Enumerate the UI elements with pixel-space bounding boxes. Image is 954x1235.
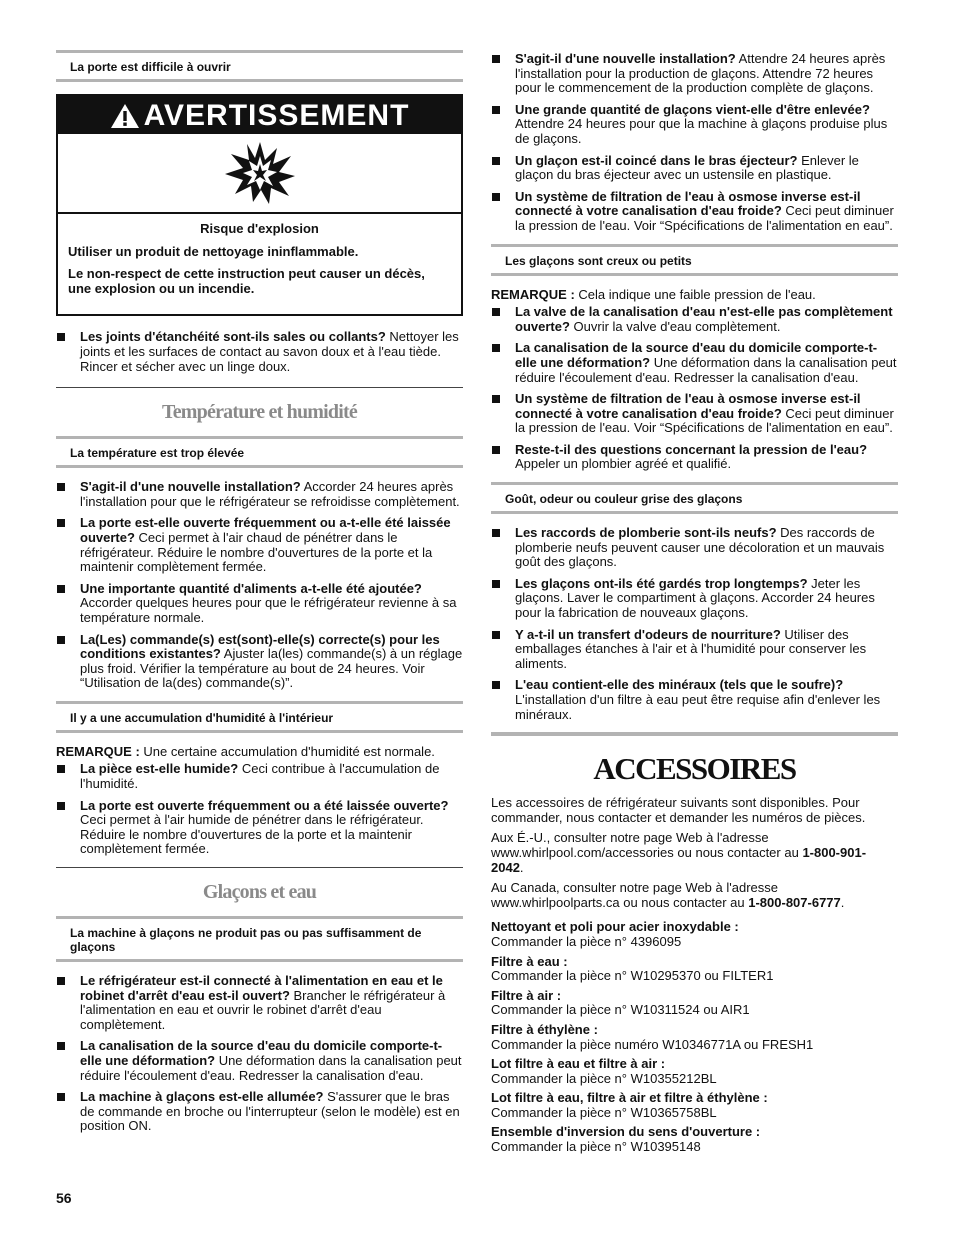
item-question: Les raccords de plomberie sont-ils neufs?: [515, 525, 777, 541]
subsection-header-taste-odor: Goût, odeur ou couleur grise des glaçons: [491, 482, 898, 514]
accessories-ca-contact: [491, 881, 898, 910]
item-answer: Ceci contribue à l'accumulation de l'humidité.: [80, 761, 440, 792]
humidity-note: [56, 745, 463, 760]
item-answer: S'assurer que le bras de commande en broche ou l'interrupteur (selon le modèle) est en position ON.: [80, 1089, 460, 1134]
ice-maker-list: [56, 974, 463, 1134]
door-list: [56, 330, 463, 374]
accessories-list: [491, 920, 898, 1154]
accessory-label: Nettoyant et poli pour acier inoxydable :: [491, 919, 739, 935]
section-title-ice-water: Glaçons et eau: [202, 881, 317, 904]
warning-line-1: Utiliser un produit de nettoyage ininflammable.: [68, 243, 359, 259]
item-question: Les glaçons ont-ils été gardés trop longtemps?: [515, 575, 808, 591]
item-answer: Appeler un plombier agréé et qualifié.: [515, 456, 732, 472]
taste-odor-list: [491, 526, 898, 722]
bullet-square-icon: [492, 681, 500, 689]
note-label: REMARQUE :: [56, 743, 140, 759]
item-question: Une grande quantité de glaçons vient-elle d'être enlevée?: [515, 101, 870, 117]
list-item: [491, 577, 898, 621]
accessory-item: [491, 1091, 898, 1120]
explosion-icon: [225, 142, 295, 204]
list-item: [491, 190, 898, 234]
item-question: La canalisation de la source d'eau du domicile comporte-t-elle une déformation?: [80, 1038, 443, 1068]
item-question: La porte est-elle ouverte fréquemment ou a-t-elle été laissée ouverte?: [80, 515, 451, 545]
warning-line-2: Le non-respect de cette instruction peut causer un décès, une explosion ou un incendie.: [68, 266, 425, 296]
item-answer: Ouvrir la valve d'eau complètement.: [569, 318, 781, 334]
accessory-part: Commander la pièce n° 4396095: [491, 933, 682, 949]
us-contact-text: Aux É.-U., consulter notre page Web à l'adresse www.whirlpool.com/accessories ou nous contacter au: [491, 830, 803, 860]
item-answer: Attendre 24 heures après l'installation pour la production de glaçons. Attendre 72 heures pour le commencement de la production complète de glaçons.: [515, 51, 886, 96]
right-column: [491, 52, 898, 1160]
accessory-item: [491, 989, 898, 1018]
item-question: La machine à glaçons est-elle allumée?: [80, 1089, 324, 1105]
list-item: [56, 762, 463, 791]
bullet-square-icon: [57, 585, 65, 593]
item-answer: Brancher le réfrigérateur à l'alimentation en eau et ouvrir le robinet d'arrêt d'eau complètement.: [80, 987, 446, 1032]
warning-box: [56, 94, 463, 316]
item-answer: Ceci peut diminuer la pression de l'eau. Voir “Spécifications de l'alimentation en eau”.: [515, 203, 894, 233]
bullet-square-icon: [492, 308, 500, 316]
accessory-label: Filtre à eau :: [491, 953, 568, 969]
accessory-label: Ensemble d'inversion du sens d'ouverture :: [491, 1124, 761, 1140]
accessory-part: Commander la pièce numéro W10346771A ou FRESH1: [491, 1036, 814, 1052]
warning-body: [58, 214, 461, 314]
accessory-part: Commander la pièce n° W10311524 ou AIR1: [491, 1002, 750, 1018]
list-item: [491, 526, 898, 570]
item-question: La canalisation de la source d'eau du domicile comporte-t-elle une déformation?: [515, 340, 878, 370]
bullet-square-icon: [57, 1042, 65, 1050]
list-item: [56, 974, 463, 1032]
bullet-square-icon: [57, 483, 65, 491]
accessory-part: Commander la pièce n° W10365758BL: [491, 1104, 717, 1120]
list-item: [56, 582, 463, 626]
subsection-header-ice-maker: La machine à glaçons ne produit pas ou pas suffisamment de glaçons: [56, 916, 463, 962]
item-answer: Ajuster la(les) commande(s) à un réglage plus froid. Vérifier la température au bout de 24 heures. Voir “Utilisation de la(des) commande(s)”.: [80, 646, 463, 691]
warning-title: AVERTISSEMENT: [143, 99, 410, 132]
list-item: [491, 392, 898, 436]
item-answer: Ceci permet à l'air humide de pénétrer dans le réfrigérateur. Réduire le nombre d'ouvertures de la porte et la maintenir complètement fermée.: [80, 812, 424, 857]
ca-phone: 1-800-807-6777: [748, 894, 841, 910]
item-question: La valve de la canalisation d'eau n'est-elle pas complètement ouverte?: [515, 304, 893, 334]
ca-contact-end: .: [840, 894, 845, 910]
list-item: [56, 1039, 463, 1083]
subsection-header-humidity: Il y a une accumulation d'humidité à l'intérieur: [56, 701, 463, 733]
item-question: Un système de filtration de l'eau à osmose inverse est-il connecté à votre canalisation d'eau froide?: [515, 391, 861, 421]
item-question: S'agit-il d'une nouvelle installation?: [515, 51, 736, 66]
humidity-list: [56, 762, 463, 857]
item-answer: L'installation d'un filtre à eau peut être requise afin d'enlever les minéraux.: [515, 692, 881, 722]
item-question: La(Les) commande(s) est(sont)-elle(s) correcte(s) pour les conditions existantes?: [80, 631, 440, 662]
item-answer: Enlever le glaçon du bras éjecteur avec un ustensile en plastique.: [515, 152, 859, 183]
list-item: [491, 52, 898, 96]
bullet-square-icon: [492, 529, 500, 537]
item-answer: Une déformation dans la canalisation peut réduire l'écoulement d'eau. Redresser la canalisation d'eau.: [515, 354, 897, 385]
accessory-part: Commander la pièce n° W10295370 ou FILTER1: [491, 968, 774, 984]
list-item: [56, 799, 463, 857]
item-question: Un système de filtration de l'eau à osmose inverse est-il connecté à votre canalisation d'eau froide?: [515, 188, 861, 219]
warning-triangle-icon: [110, 103, 140, 129]
accessory-item: [491, 955, 898, 984]
item-question: Le réfrigérateur est-il connecté à l'alimentation en eau et le robinet d'arrêt d'eau est-il ouvert?: [80, 973, 443, 1003]
bullet-square-icon: [57, 765, 65, 773]
bullet-square-icon: [57, 333, 65, 341]
section-title-temperature: Température et humidité: [162, 401, 357, 424]
list-item: [491, 628, 898, 672]
list-item: [491, 103, 898, 147]
list-item: [491, 305, 898, 334]
page-number: 56: [56, 1190, 72, 1206]
left-column: [56, 50, 463, 1141]
item-question: S'agit-il d'une nouvelle installation?: [80, 479, 301, 495]
item-question: Y a-t-il un transfert d'odeurs de nourriture?: [515, 626, 781, 642]
us-contact-end: .: [519, 859, 524, 875]
bullet-square-icon: [492, 631, 500, 639]
accessory-label: Filtre à air :: [491, 987, 562, 1003]
item-answer: Une déformation dans la canalisation peut réduire l'écoulement d'eau. Redresser la canalisation d'eau.: [80, 1053, 462, 1083]
bullet-square-icon: [492, 344, 500, 352]
item-answer: Utiliser des emballages étanches à l'air et à l'humidité pour conserver les aliments.: [515, 626, 867, 671]
warning-icon-area: [58, 134, 461, 214]
warning-header: [58, 96, 461, 134]
item-answer: Accorder quelques heures pour que le réfrigérateur revienne à sa température normale.: [80, 595, 457, 625]
accessory-label: Lot filtre à eau, filtre à air et filtre à éthylène :: [491, 1090, 768, 1106]
section-divider: [56, 387, 463, 388]
item-question: La pièce est-elle humide?: [80, 761, 239, 777]
warning-risk: Risque d'explosion: [200, 221, 319, 236]
us-phone: 1-800-901-2042: [491, 844, 867, 875]
bullet-square-icon: [492, 55, 500, 63]
list-item: [56, 516, 463, 574]
hollow-ice-list: [491, 305, 898, 472]
ice-maker-list-continued: [491, 52, 898, 234]
accessory-item: [491, 920, 898, 949]
item-answer: Ceci permet à l'air chaud de pénétrer dans le réfrigérateur. Réduire le nombre d'ouvertures de la porte et la maintenir complètement fermée.: [80, 529, 433, 575]
bullet-square-icon: [492, 193, 500, 201]
subsection-header-hollow-ice: Les glaçons sont creux ou petits: [491, 244, 898, 276]
bullet-square-icon: [57, 977, 65, 985]
item-answer: Jeter les glaçons. Laver le compartiment à glaçons. Accorder 24 heures pour la fabrication de nouveaux glaçons.: [515, 575, 875, 621]
list-item: [491, 443, 898, 472]
list-item: [56, 480, 463, 509]
list-item: [56, 1090, 463, 1134]
bullet-square-icon: [57, 802, 65, 810]
list-item: [491, 341, 898, 385]
bullet-square-icon: [57, 636, 65, 644]
hollow-note: [491, 288, 898, 303]
accessories-us-contact: [491, 831, 898, 875]
item-question: Un glaçon est-il coincé dans le bras éjecteur?: [515, 152, 798, 168]
accessories-divider: [491, 732, 898, 736]
accessory-item: [491, 1057, 898, 1086]
item-question: Une importante quantité d'aliments a-t-elle été ajoutée?: [80, 580, 422, 596]
bullet-square-icon: [492, 580, 500, 588]
bullet-square-icon: [492, 106, 500, 114]
accessories-title: ACCESSOIRES: [593, 751, 796, 787]
list-item: [491, 678, 898, 722]
note-text: Cela indique une faible pression de l'eau.: [574, 286, 816, 302]
accessory-part: Commander la pièce n° W10395148: [491, 1139, 701, 1155]
item-answer: Des raccords de plomberie neufs peuvent causer une décoloration et un mauvais goût des glaçons.: [515, 525, 885, 570]
item-answer: Accorder 24 heures après l'installation pour que le réfrigérateur se refroidisse complètement.: [80, 479, 460, 509]
accessory-item: [491, 1125, 898, 1154]
accessory-label: Filtre à éthylène :: [491, 1021, 598, 1037]
temperature-list: [56, 480, 463, 691]
subsection-header-door: La porte est difficile à ouvrir: [56, 50, 463, 82]
bullet-square-icon: [57, 519, 65, 527]
accessory-item: [491, 1023, 898, 1052]
item-question: Reste-t-il des questions concernant la pression de l'eau?: [515, 441, 868, 457]
bullet-square-icon: [492, 446, 500, 454]
section-divider: [56, 867, 463, 868]
accessory-part: Commander la pièce n° W10355212BL: [491, 1070, 717, 1086]
list-item: [56, 633, 463, 691]
ca-contact-text: Au Canada, consulter notre page Web à l'adresse www.whirlpoolparts.ca ou nous contacter au: [491, 880, 778, 910]
bullet-square-icon: [492, 157, 500, 165]
list-item: [56, 330, 463, 374]
item-question: La porte est ouverte fréquemment ou a été laissée ouverte?: [80, 797, 449, 813]
item-answer: Ceci peut diminuer la pression de l'eau. Voir “Spécifications de l'alimentation en eau”.: [515, 405, 894, 436]
bullet-square-icon: [492, 395, 500, 403]
accessories-intro: Les accessoires de réfrigérateur suivants sont disponibles. Pour commander, nous contacter et demander les numéros de pièces.: [491, 795, 866, 825]
item-question: L'eau contient-elle des minéraux (tels que le soufre)?: [515, 677, 844, 693]
bullet-square-icon: [57, 1093, 65, 1101]
subsection-header-temperature: La température est trop élevée: [56, 436, 463, 468]
note-label: REMARQUE :: [491, 286, 575, 302]
list-item: [491, 154, 898, 183]
note-text: Une certaine accumulation d'humidité est normale.: [139, 743, 435, 759]
accessory-label: Lot filtre à eau et filtre à air :: [491, 1056, 666, 1072]
item-question: Les joints d'étanchéité sont-ils sales ou collants?: [80, 329, 386, 345]
item-answer: Nettoyer les joints et les surfaces de contact au savon doux et à l'eau tiède. Rincer et sécher avec un linge doux.: [80, 329, 459, 374]
item-answer: Attendre 24 heures pour que la machine à glaçons produise plus de glaçons.: [515, 116, 888, 146]
